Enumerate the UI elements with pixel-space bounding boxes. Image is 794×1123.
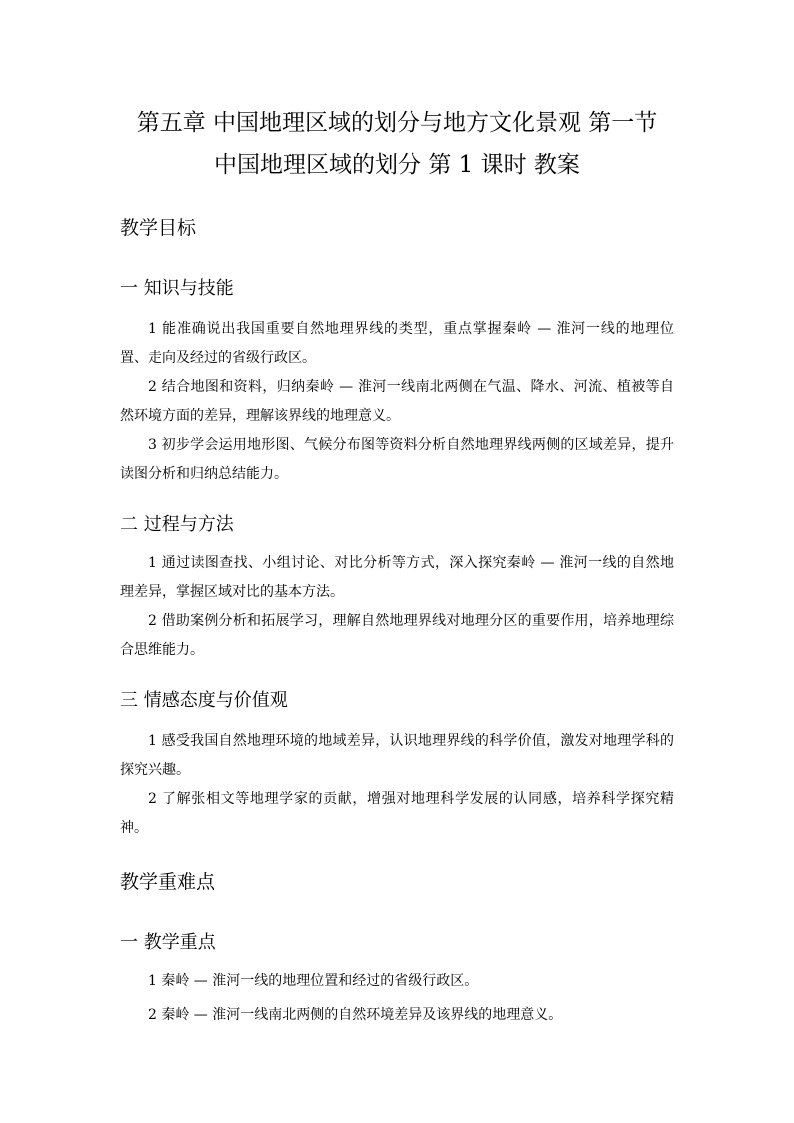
subheading-attitudes-values: 三 情感态度与价值观 bbox=[120, 690, 288, 711]
document-title-line-2: 中国地理区域的划分 第 1 课时 教案 bbox=[214, 152, 580, 178]
subheading-teaching-focus: 一 教学重点 bbox=[120, 932, 216, 953]
knowledge-item-3: 3 初步学会运用地形图、气候分布图等资料分析自然地理界线两侧的区域差异，提升读图分析和归纳总结能力。 bbox=[120, 437, 674, 482]
subheading-process-methods: 二 过程与方法 bbox=[120, 514, 234, 535]
process-item-1: 1 通过读图查找、小组讨论、对比分析等方式，深入探究秦岭 — 淮河一线的自然地理差异，掌握区域对比的基本方法。 bbox=[120, 555, 674, 600]
knowledge-item-2: 2 结合地图和资料，归纳秦岭 — 淮河一线南北两侧在气温、降水、河流、植被等自然环境方面的差异，理解该界线的地理意义。 bbox=[120, 379, 674, 424]
values-item-1: 1 感受我国自然地理环境的地域差异，认识地理界线的科学价值，激发对地理学科的探究兴趣。 bbox=[120, 733, 674, 778]
knowledge-item-1: 1 能准确说出我国重要自然地理界线的类型，重点掌握秦岭 — 淮河一线的地理位置、走向及经过的省级行政区。 bbox=[120, 321, 674, 366]
focus-item-2: 2 秦岭 — 淮河一线南北两侧的自然环境差异及该界线的地理意义。 bbox=[148, 1007, 563, 1023]
section-heading-key-points: 教学重难点 bbox=[120, 871, 216, 893]
section-heading-objectives: 教学目标 bbox=[120, 217, 197, 239]
document-title-line-1: 第五章 中国地理区域的划分与地方文化景观 第一节 bbox=[136, 110, 658, 136]
focus-item-1: 1 秦岭 — 淮河一线的地理位置和经过的省级行政区。 bbox=[148, 973, 479, 989]
process-item-2: 2 借助案例分析和拓展学习，理解自然地理界线对地理分区的重要作用，培养地理综合思维能力。 bbox=[120, 613, 674, 658]
subheading-knowledge-skills: 一 知识与技能 bbox=[120, 278, 234, 299]
values-item-2: 2 了解张相文等地理学家的贡献，增强对地理科学发展的认同感，培养科学探究精神。 bbox=[120, 791, 674, 836]
